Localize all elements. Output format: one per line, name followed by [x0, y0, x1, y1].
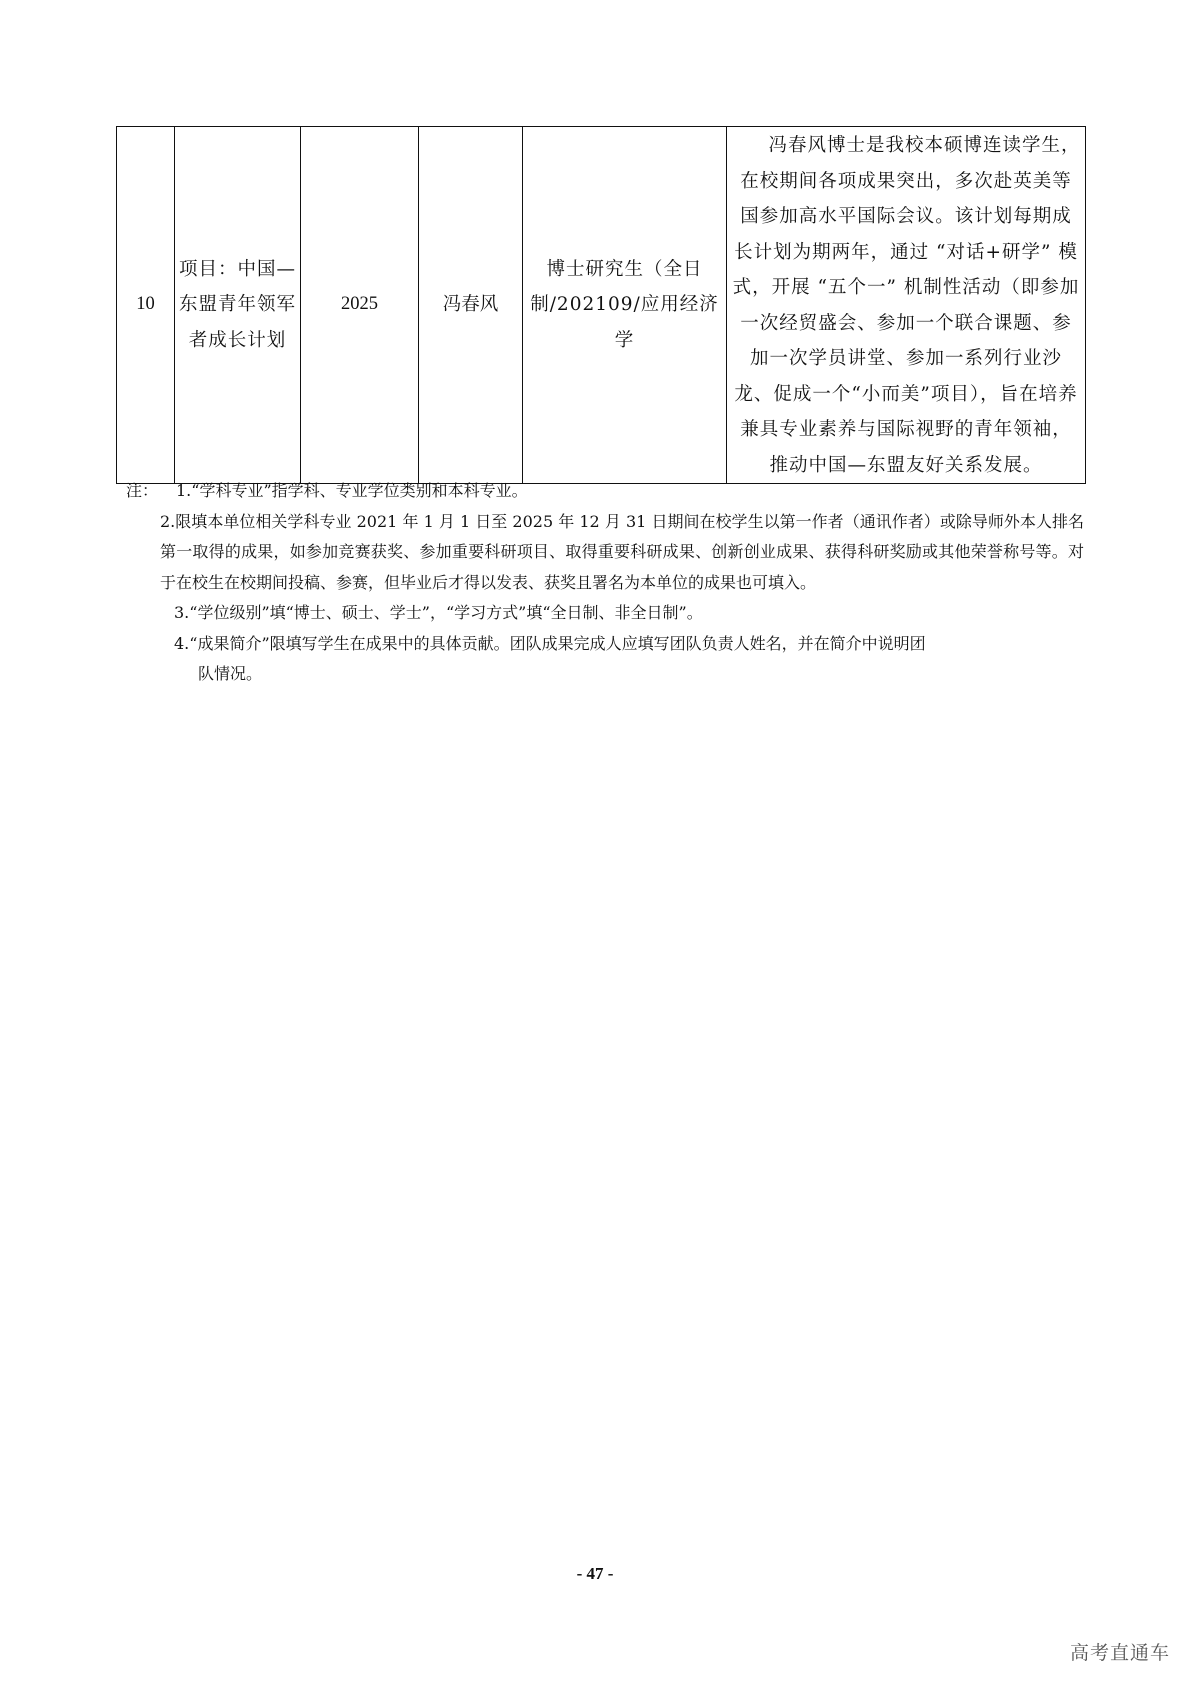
- project-name-cell: 项目：中国—东盟青年领军者成长计划: [175, 127, 301, 484]
- watermark-text: 高考直通车: [1069, 1642, 1170, 1664]
- achievement-table: [116, 126, 1086, 484]
- note-item-2: 2.限填本单位相关学科专业 2021 年 1 月 1 日至 2025 年 12 月 31 日期间在校学生以第一作者（通讯作者）或除导师外本人排名第一取得的成果，如参加竞赛获奖、参加重要科研项目、取得重要科研成果、创新创业成果、获得科研奖励或其他荣誉称号等。对于在校生在校期间投稿、参赛，但毕业后才得以发表、获奖且署名为本单位的成果也可填入。: [160, 511, 1084, 592]
- note-item-4: [116, 629, 1086, 690]
- student-name-cell: 冯春风: [419, 127, 523, 484]
- note-4-line-2: 队情况。: [198, 664, 263, 683]
- note-4-line-1: 4.“成果简介”限填写学生在成果中的具体贡献。团队成果完成人应填写团队负责人姓名，并在简介中说明团: [174, 633, 926, 653]
- table-notes: [116, 476, 1086, 690]
- note-item-1: [116, 476, 1086, 507]
- achievement-intro-cell: [727, 127, 1086, 484]
- table-row: [117, 127, 1086, 484]
- row-number-cell: 10: [117, 127, 175, 484]
- note-1-text: 1.“学科专业”指学科、专业学位类别和本科专业。: [176, 481, 528, 500]
- achievement-intro-text: 冯春风博士是我校本硕博连读学生，在校期间各项成果突出，多次赴英美等国参加高水平国际会议。该计划每期成长计划为期两年，通过 “对话+研学” 模式，开展 “五个一” 机制性活动（即参加一次经贸盛会、参加一个联合课题、参加一次学员讲堂、参加一系列行业沙龙、促成一个“小而美”项目），旨在培养兼具专业素养与国际视野的青年领袖，推动中国—东盟友好关系发展。: [732, 135, 1081, 476]
- degree-info-cell: 博士研究生（全日制/202109/应用经济学: [523, 127, 727, 484]
- year-cell: 2025: [301, 127, 419, 484]
- page-number: - 47 -: [576, 1564, 614, 1583]
- notes-label: 注：: [126, 481, 159, 500]
- note-item-3: 3.“学位级别”填“博士、硕士、学士”，“学习方式”填“全日制、非全日制”。: [174, 603, 703, 622]
